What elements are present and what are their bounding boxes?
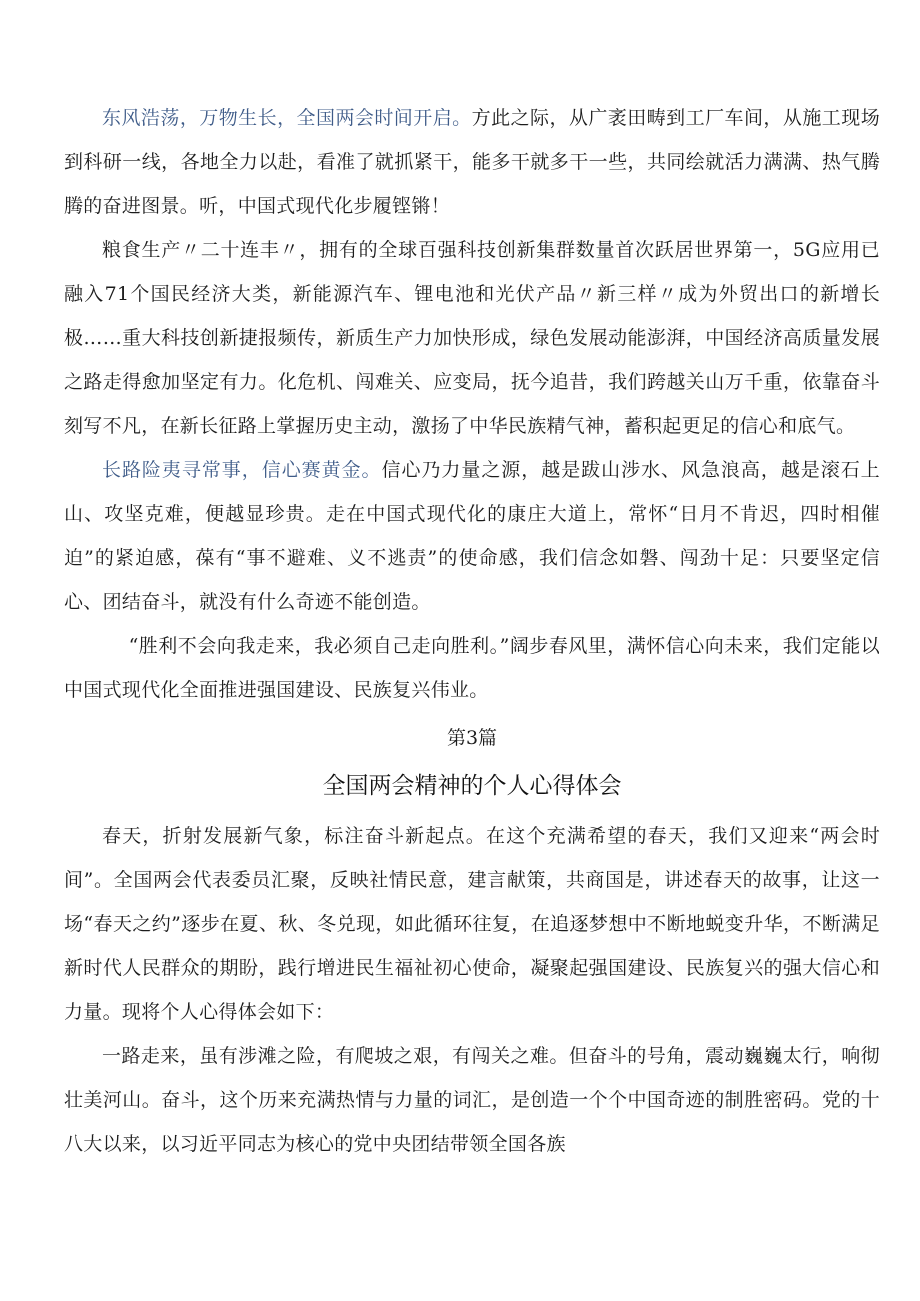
paragraph-body: 一路走来，虽有涉滩之险，有爬坡之艰，有闯关之难。但奋斗的号角，震动巍巍太行，响彻壮美河山。奋斗，这个历来充满热情与力量的词汇，是创造一个个中国奇迹的制胜密码。党的十八大以来，以习近平同志为核心的党中央团结带领全国各族 (64, 1045, 880, 1155)
paragraph-victory-quote (64, 624, 880, 712)
paragraph-body: 粮食生产〃二十连丰〃，拥有的全球百强科技创新集群数量首次跃居世界第一，5G应用已融入71个国民经济大类，新能源汽车、锂电池和光伏产品〃新三样〃成为外贸出口的新增长极……重大科技创新捷报频传，新质生产力加快形成，绿色发展动能澎湃，中国经济高质量发展之路走得愈加坚定有力。化危机、闯难关、应变局，抚今追昔，我们跨越关山万千重，依靠奋斗刻写不凡，在新长征路上掌握历史主动，激扬了中华民族精气神，蓄积起更足的信心和底气。 (64, 239, 880, 437)
article-title: 全国两会精神的个人心得体会 (322, 773, 622, 799)
paragraph-achievements (64, 228, 880, 448)
paragraph-spring-opening (64, 96, 880, 228)
paragraph-struggle (64, 1034, 880, 1166)
paragraph-lead-phrase: 长路险夷寻常事，信心赛黄金。 (102, 459, 382, 481)
paragraph-body: “胜利不会向我走来，我必须自己走向胜利。”阔步春风里，满怀信心向未来，我们定能以中国式现代化全面推进强国建设、民族复兴伟业。 (64, 635, 880, 701)
paragraph-body: 方此之际，从广袤田畴到工厂车间，从施工现场到科研一线，各地全力以赴，看准了就抓紧干，能多干就多干一些，共同绘就活力满满、热气腾腾的奋进图景。听，中国式现代化步履铿锵！ (64, 107, 880, 217)
paragraph-body: 春天，折射发展新气象，标注奋斗新起点。在这个充满希望的春天，我们又迎来“两会时间”。全国两会代表委员汇聚，反映社情民意，建言献策，共商国是，讲述春天的故事，让这一场“春天之约”逐步在夏、秋、冬兑现，如此循环往复，在追逐梦想中不断地蜕变升华，不断满足新时代人民群众的期盼，践行增进民生福祉初心使命，凝聚起强国建设、民族复兴的强大信心和力量。现将个人心得体会如下： (64, 825, 880, 1023)
section-number: 第3篇 (446, 727, 498, 749)
document-page (64, 96, 880, 1166)
paragraph-lead-phrase: 东风浩荡，万物生长，全国两会时间开启。 (102, 107, 472, 129)
paragraph-confidence (64, 448, 880, 624)
paragraph-body: 信心乃力量之源，越是跋山涉水、风急浪高，越是滚石上山、攻坚克难，便越显珍贵。走在中国式现代化的康庄大道上，常怀“日月不肯迟，四时相催迫”的紧迫感，葆有“事不避难、义不逃责”的使命感，我们信念如磐、闯劲十足：只要坚定信心、团结奋斗，就没有什么奇迹不能创造。 (64, 459, 880, 613)
paragraph-spring-meeting (64, 814, 880, 1034)
